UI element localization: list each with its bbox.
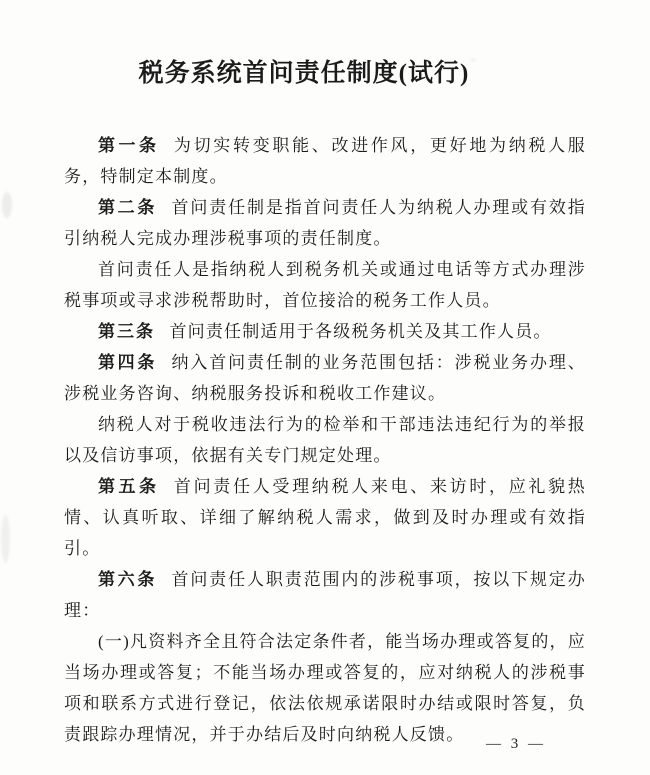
paragraph-text: 首问责任制适用于各级税务机关及其工作人员。 [169,322,552,341]
document-body [64,130,586,750]
article-label: 第三条 [98,322,155,341]
paragraph [64,564,586,626]
paragraph-text: 首问责任人是指纳税人到税务机关或通过电话等方式办理涉税事项或寻求涉税帮助时，首位接洽的税务工作人员。 [64,260,586,310]
article-label: 第四条 [98,353,158,372]
article-label: 第六条 [98,570,158,589]
article-label: 第二条 [98,198,158,217]
paragraph-text: (一)凡资料齐全且符合法定条件者，能当场办理或答复的，应当场办理或答复；不能当场办理或答复的，应对纳税人的涉税事项和联系方式进行登记，依法依规承诺限时办结或限时答复，负责跟踪办理情况，并于办结后及时向纳税人反馈。 [64,632,586,744]
scan-artifact [2,192,12,218]
paragraph [64,471,586,564]
paragraph [64,254,586,316]
paragraph-text: 纳税人对于税收违法行为的检举和干部违法违纪行为的举报以及信访事项，依据有关专门规定处理。 [64,415,586,465]
scan-artifact [1,515,10,563]
paragraph-text: 为切实转变职能、改进作风，更好地为纳税人服务，特制定本制度。 [64,136,586,186]
paragraph-text: 首问责任人受理纳税人来电、来访时，应礼貌热情、认真听取、详细了解纳税人需求，做到及时办理或有效指引。 [64,477,586,558]
paragraph [64,192,586,254]
article-label: 第一条 [98,136,160,155]
page-number: — 3 — [486,736,546,752]
paragraph [64,130,586,192]
paragraph-text: 首问责任人职责范围内的涉税事项，按以下规定办理： [64,570,587,620]
document-title: 税务系统首问责任制度(试行) [138,60,470,87]
paragraph [64,347,586,409]
paragraph-text: 纳入首问责任制的业务范围包括：涉税业务办理、涉税业务咨询、纳税服务投诉和税收工作建议。 [64,353,587,403]
article-label: 第五条 [98,477,160,496]
paragraph [64,316,586,347]
paragraph-text: 首问责任制是指首问责任人为纳税人办理或有效指引纳税人完成办理涉税事项的责任制度。 [64,198,587,248]
paragraph [64,626,586,750]
paragraph [64,409,586,471]
